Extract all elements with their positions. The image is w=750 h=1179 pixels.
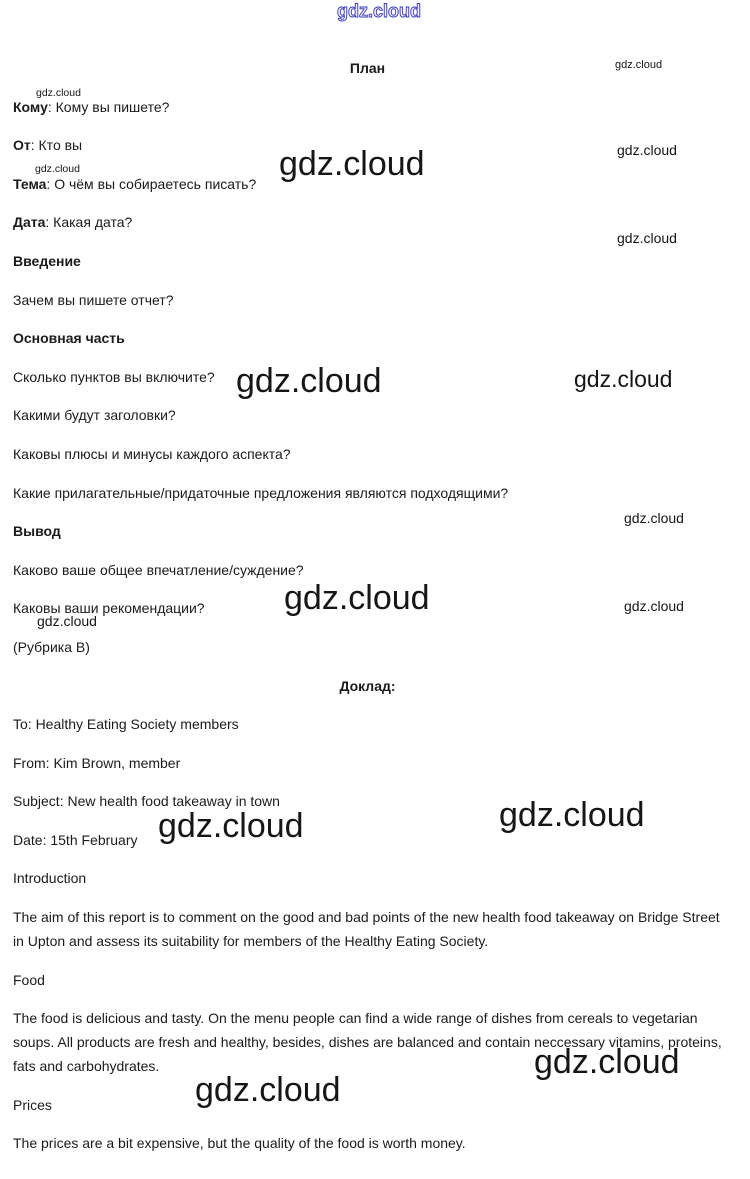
plan-field-from-label: От xyxy=(13,137,31,154)
plan-question: Какие прилагательные/придаточные предложения являются подходящими? xyxy=(13,484,509,501)
report-section-prices-body: The prices are a bit expensive, but the quality of the food is worth money. xyxy=(13,1135,466,1152)
plan-question: Каковы плюсы и минусы каждого аспекта? xyxy=(13,445,291,462)
plan-rubric: (Рубрика B) xyxy=(13,638,90,655)
watermark: gdz.cloud xyxy=(37,613,97,629)
plan-question: Каковы ваши рекомендации? xyxy=(13,600,205,617)
watermark: gdz.cloud xyxy=(615,59,663,71)
watermark: gdz.cloud xyxy=(534,1043,680,1081)
document-content xyxy=(13,56,722,1170)
report-title: Доклад: xyxy=(339,677,396,694)
watermark: gdz.cloud xyxy=(617,230,677,246)
report-header-date: Date: 15th February xyxy=(13,831,138,848)
report-section-food-body: The food is delicious and tasty. On the menu people can find a wide range of dishes from cereals to vegetarian soups. All products are fresh and healthy, besides, dishes are balanced and contain neccessary vitamins, proteins, fats and carbohydrates. xyxy=(13,1010,722,1075)
plan-question: Какими будут заголовки? xyxy=(13,407,176,424)
site-logo: gdz.cloud xyxy=(337,1,421,21)
watermark: gdz.cloud xyxy=(617,142,677,158)
plan-question: Каково ваше общее впечатление/суждение? xyxy=(13,561,304,578)
plan-section-body-heading: Основная часть xyxy=(13,330,125,347)
watermark: gdz.cloud xyxy=(36,87,81,99)
plan-field-from xyxy=(13,133,722,157)
report-header-to: To: Healthy Eating Society members xyxy=(13,716,239,733)
watermark: gdz.cloud xyxy=(624,598,684,614)
report-section-prices-heading: Prices xyxy=(13,1096,52,1113)
plan-section-intro-heading: Введение xyxy=(13,252,81,269)
plan-question: Зачем вы пишете отчет? xyxy=(13,291,174,308)
plan-field-date-value: : Какая дата? xyxy=(45,214,133,231)
watermark: gdz.cloud xyxy=(158,807,304,845)
watermark: gdz.cloud xyxy=(284,579,430,617)
plan-question: Сколько пунктов вы включите? xyxy=(13,368,215,385)
plan-field-subject-label: Тема xyxy=(13,175,47,192)
report-header-subject: Subject: New health food takeaway in town xyxy=(13,793,280,810)
report-header-from: From: Kim Brown, member xyxy=(13,754,181,771)
plan-field-to-value: : Кому вы пишете? xyxy=(47,98,170,115)
plan-field-subject-value: : О чём вы собираетесь писать? xyxy=(46,175,257,192)
report-section-introduction-heading: Introduction xyxy=(13,870,87,887)
watermark: gdz.cloud xyxy=(279,145,425,183)
report-section-introduction-body: The aim of this report is to comment on the good and bad points of the new health food takeaway on Bridge Street in Upton and assess its suitability for members of the Healthy Eating Society. xyxy=(13,909,720,950)
watermark: gdz.cloud xyxy=(499,796,645,834)
plan-field-subject xyxy=(13,172,722,196)
plan-field-to xyxy=(13,95,722,119)
plan-title: План xyxy=(349,60,386,76)
watermark: gdz.cloud xyxy=(236,362,382,400)
plan-field-date xyxy=(13,210,722,234)
watermark: gdz.cloud xyxy=(35,163,80,175)
watermark: gdz.cloud xyxy=(624,510,684,526)
report-section-food-heading: Food xyxy=(13,971,45,988)
plan-field-date-label: Дата xyxy=(13,214,46,231)
plan-field-to-label: Кому xyxy=(13,98,48,115)
plan-section-conclusion-heading: Вывод xyxy=(13,523,61,540)
plan-field-from-value: : Кто вы xyxy=(30,137,83,154)
watermark: gdz.cloud xyxy=(574,366,673,392)
watermark: gdz.cloud xyxy=(195,1071,341,1109)
